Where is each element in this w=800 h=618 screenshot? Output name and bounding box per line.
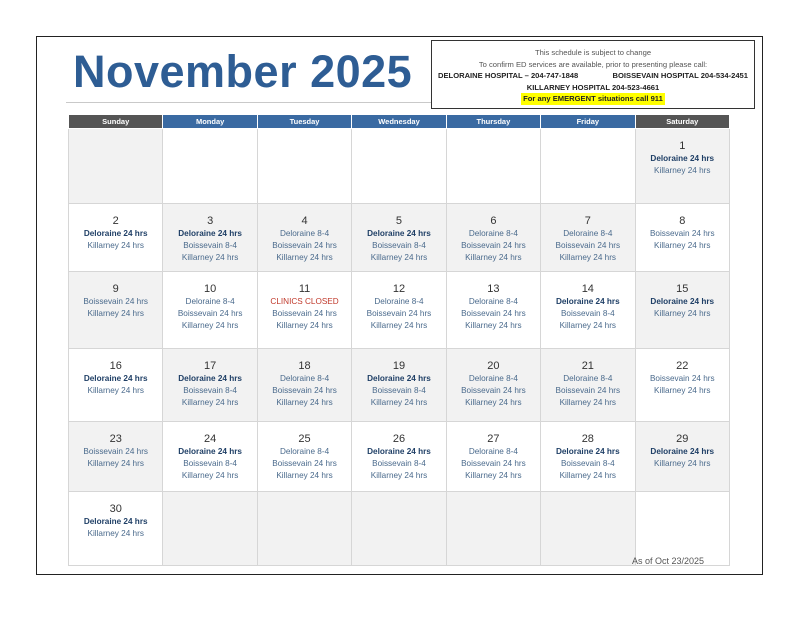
service-line: Deloraine 24 hrs — [555, 447, 620, 456]
service-line: Boissevain 24 hrs — [461, 459, 526, 468]
service-line: Killarney 24 hrs — [559, 253, 617, 262]
service-line: Killarney 24 hrs — [87, 309, 144, 318]
service-line: Boissevain 24 hrs — [555, 386, 621, 395]
emergency-notice: For any EMERGENT situations call 911 — [523, 94, 663, 103]
service-line: Boissevain 24 hrs — [177, 309, 243, 318]
weekday-header-saturday: Saturday — [635, 115, 729, 129]
day-cell — [352, 204, 446, 272]
service-line: Killarney 24 hrs — [87, 241, 144, 250]
service-line: Killarney 24 hrs — [654, 459, 711, 468]
service-line: Deloraine 24 hrs — [650, 447, 715, 456]
day-number: 29 — [676, 433, 689, 445]
day-cell — [446, 204, 540, 272]
day-cell — [635, 204, 729, 272]
day-cell — [257, 204, 351, 272]
service-line: Boissevain 8-4 — [183, 241, 237, 250]
service-line: Deloraine 8-4 — [279, 229, 330, 238]
day-cell — [541, 204, 635, 272]
day-cell — [257, 272, 351, 349]
day-number: 11 — [298, 283, 311, 295]
day-cell — [635, 129, 729, 204]
day-number: 24 — [204, 433, 217, 445]
service-line: Killarney 24 hrs — [370, 471, 428, 480]
empty-day-cell — [352, 492, 446, 566]
day-cell — [69, 492, 163, 566]
weekday-header-wednesday: Wednesday — [352, 115, 446, 129]
day-cell — [352, 422, 446, 492]
day-number: 8 — [679, 215, 686, 227]
service-line: Deloraine 8-4 — [279, 447, 330, 456]
day-cell — [541, 272, 635, 349]
service-line: Deloraine 24 hrs — [367, 447, 431, 456]
empty-day-cell — [541, 129, 635, 204]
empty-day-cell — [69, 129, 163, 204]
day-number: 2 — [112, 215, 119, 227]
as-of-date: As of Oct 23/2025 — [632, 556, 705, 566]
calendar-week-row — [69, 422, 730, 492]
calendar-grid — [68, 114, 730, 566]
service-line: Deloraine 24 hrs — [83, 229, 148, 238]
empty-day-cell — [446, 129, 540, 204]
day-cell — [163, 204, 257, 272]
day-number: 23 — [109, 433, 122, 445]
empty-day-cell — [446, 492, 540, 566]
service-line: Boissevain 8-4 — [372, 241, 426, 250]
empty-day-cell — [541, 492, 635, 566]
service-line: Deloraine 8-4 — [185, 297, 235, 306]
service-line: Killarney 24 hrs — [559, 398, 617, 407]
day-cell — [635, 422, 729, 492]
day-number: 20 — [487, 360, 500, 372]
day-number: 10 — [204, 283, 217, 295]
service-line: Killarney 24 hrs — [654, 166, 711, 175]
service-line: Boissevain 24 hrs — [461, 386, 526, 395]
service-line: Killarney 24 hrs — [181, 471, 239, 480]
service-line: Deloraine 8-4 — [468, 447, 518, 456]
service-line: Killarney 24 hrs — [465, 321, 522, 330]
service-line: Boissevain 24 hrs — [461, 241, 526, 250]
service-line: Deloraine 8-4 — [468, 374, 518, 383]
day-number: 4 — [301, 215, 308, 227]
service-line: Boissevain 24 hrs — [461, 309, 526, 318]
weekday-header-row — [69, 115, 730, 129]
service-line: Deloraine 24 hrs — [650, 154, 715, 163]
service-line: Deloraine 24 hrs — [178, 447, 242, 456]
notice-line-subject-to-change: This schedule is subject to change — [534, 48, 652, 57]
weekday-header-sunday: Sunday — [69, 115, 163, 129]
calendar-week-row — [69, 349, 730, 422]
service-line: Boissevain 8-4 — [183, 459, 237, 468]
service-line: Deloraine 24 hrs — [367, 374, 431, 383]
calendar-week-row — [69, 272, 730, 349]
clinics-closed-notice: CLINICS CLOSED — [270, 297, 339, 306]
day-number: 16 — [109, 360, 122, 372]
day-cell — [163, 422, 257, 492]
day-number: 19 — [392, 360, 406, 372]
day-number: 6 — [490, 215, 497, 227]
day-cell — [69, 204, 163, 272]
service-line: Killarney 24 hrs — [276, 398, 333, 407]
day-number: 25 — [298, 433, 311, 445]
day-number: 3 — [207, 215, 214, 227]
service-line: Killarney 24 hrs — [654, 386, 711, 395]
service-line: Killarney 24 hrs — [276, 253, 333, 262]
service-line: Deloraine 8-4 — [374, 297, 424, 306]
service-line: Killarney 24 hrs — [654, 309, 711, 318]
service-line: Boissevain 8-4 — [372, 459, 426, 468]
empty-day-cell — [257, 492, 351, 566]
service-line: Killarney 24 hrs — [87, 529, 144, 538]
day-cell — [635, 349, 729, 422]
service-line: Killarney 24 hrs — [370, 321, 428, 330]
weekday-header-monday: Monday — [163, 115, 257, 129]
weekday-header-friday: Friday — [541, 115, 635, 129]
service-line: Deloraine 24 hrs — [650, 297, 715, 306]
service-line: Boissevain 24 hrs — [366, 309, 432, 318]
calendar-week-row — [69, 204, 730, 272]
day-number: 17 — [204, 360, 217, 372]
service-line: Boissevain 24 hrs — [272, 459, 337, 468]
service-line: Killarney 24 hrs — [465, 471, 522, 480]
day-number: 14 — [581, 283, 594, 295]
empty-day-cell — [257, 129, 351, 204]
day-number: 21 — [581, 360, 594, 372]
service-line: Killarney 24 hrs — [654, 241, 711, 250]
day-number: 22 — [676, 360, 689, 372]
notice-line-confirm: To confirm ED services are available, prior to presenting please call: — [478, 59, 708, 69]
service-line: Killarney 24 hrs — [181, 253, 239, 262]
service-line: Killarney 24 hrs — [87, 459, 144, 468]
day-number: 5 — [395, 215, 403, 227]
deloraine-phone: DELORAINE HOSPITAL – 204-747-1848 — [438, 71, 579, 80]
service-line: Boissevain 24 hrs — [649, 374, 715, 383]
service-line: Boissevain 8-4 — [560, 309, 615, 318]
service-line: Deloraine 24 hrs — [178, 374, 242, 383]
service-line: Boissevain 24 hrs — [272, 241, 337, 250]
day-number: 26 — [392, 433, 406, 445]
service-line: Killarney 24 hrs — [370, 253, 428, 262]
day-cell — [635, 272, 729, 349]
day-cell — [541, 349, 635, 422]
day-cell — [163, 272, 257, 349]
day-number: 30 — [109, 503, 122, 515]
day-cell — [446, 272, 540, 349]
service-line: Deloraine 8-4 — [468, 229, 518, 238]
day-number: 13 — [487, 283, 500, 295]
day-cell — [352, 349, 446, 422]
day-number: 9 — [112, 283, 119, 295]
empty-day-cell — [163, 129, 257, 204]
killarney-phone: KILLARNEY HOSPITAL 204-523-4661 — [526, 82, 660, 92]
day-number: 1 — [679, 140, 686, 152]
notice-box — [431, 40, 755, 109]
day-cell — [257, 422, 351, 492]
day-number: 12 — [392, 283, 406, 295]
day-number: 28 — [581, 433, 594, 445]
empty-day-cell — [352, 129, 446, 204]
service-line: Killarney 24 hrs — [181, 321, 239, 330]
service-line: Killarney 24 hrs — [181, 398, 239, 407]
service-line: Killarney 24 hrs — [370, 398, 428, 407]
service-line: Boissevain 8-4 — [183, 386, 237, 395]
service-line: Deloraine 24 hrs — [555, 297, 620, 306]
day-number: 15 — [676, 283, 689, 295]
day-cell — [257, 349, 351, 422]
service-line: Boissevain 24 hrs — [649, 229, 715, 238]
service-line: Boissevain 8-4 — [372, 386, 426, 395]
notice-phone-row — [432, 70, 754, 82]
calendar-body — [69, 129, 730, 566]
service-line: Deloraine 8-4 — [563, 374, 613, 383]
service-line: Killarney 24 hrs — [276, 471, 333, 480]
service-line: Killarney 24 hrs — [276, 321, 333, 330]
service-line: Killarney 24 hrs — [465, 253, 522, 262]
service-line: Boissevain 24 hrs — [555, 241, 621, 250]
service-line: Boissevain 24 hrs — [272, 386, 337, 395]
service-line: Deloraine 8-4 — [468, 297, 518, 306]
day-number: 7 — [584, 215, 591, 227]
day-cell — [541, 422, 635, 492]
day-number: 18 — [298, 360, 311, 372]
day-cell — [69, 349, 163, 422]
service-line: Boissevain 8-4 — [560, 459, 615, 468]
service-line: Boissevain 24 hrs — [83, 297, 149, 306]
service-line: Killarney 24 hrs — [465, 398, 522, 407]
empty-day-cell — [635, 492, 729, 566]
day-number: 27 — [487, 433, 500, 445]
weekday-header-thursday: Thursday — [446, 115, 540, 129]
service-line: Deloraine 24 hrs — [367, 229, 431, 238]
day-cell — [446, 349, 540, 422]
service-line: Deloraine 24 hrs — [83, 517, 148, 526]
calendar-week-row — [69, 492, 730, 566]
day-cell — [69, 422, 163, 492]
service-line: Killarney 24 hrs — [559, 321, 617, 330]
weekday-header-tuesday: Tuesday — [257, 115, 351, 129]
calendar-week-row — [69, 129, 730, 204]
service-line: Deloraine 8-4 — [563, 229, 613, 238]
service-line: Deloraine 24 hrs — [178, 229, 242, 238]
empty-day-cell — [163, 492, 257, 566]
page-title: November 2025 — [73, 46, 413, 97]
day-cell — [352, 272, 446, 349]
service-line: Killarney 24 hrs — [87, 386, 144, 395]
title-divider — [66, 102, 432, 103]
service-line: Killarney 24 hrs — [559, 471, 617, 480]
day-cell — [163, 349, 257, 422]
service-line: Deloraine 8-4 — [279, 374, 330, 383]
day-cell — [446, 422, 540, 492]
day-cell — [69, 272, 163, 349]
service-line: Boissevain 24 hrs — [272, 309, 337, 318]
service-line: Boissevain 24 hrs — [83, 447, 149, 456]
boissevain-phone: BOISSEVAIN HOSPITAL 204-534-2451 — [612, 71, 748, 80]
service-line: Deloraine 24 hrs — [83, 374, 148, 383]
